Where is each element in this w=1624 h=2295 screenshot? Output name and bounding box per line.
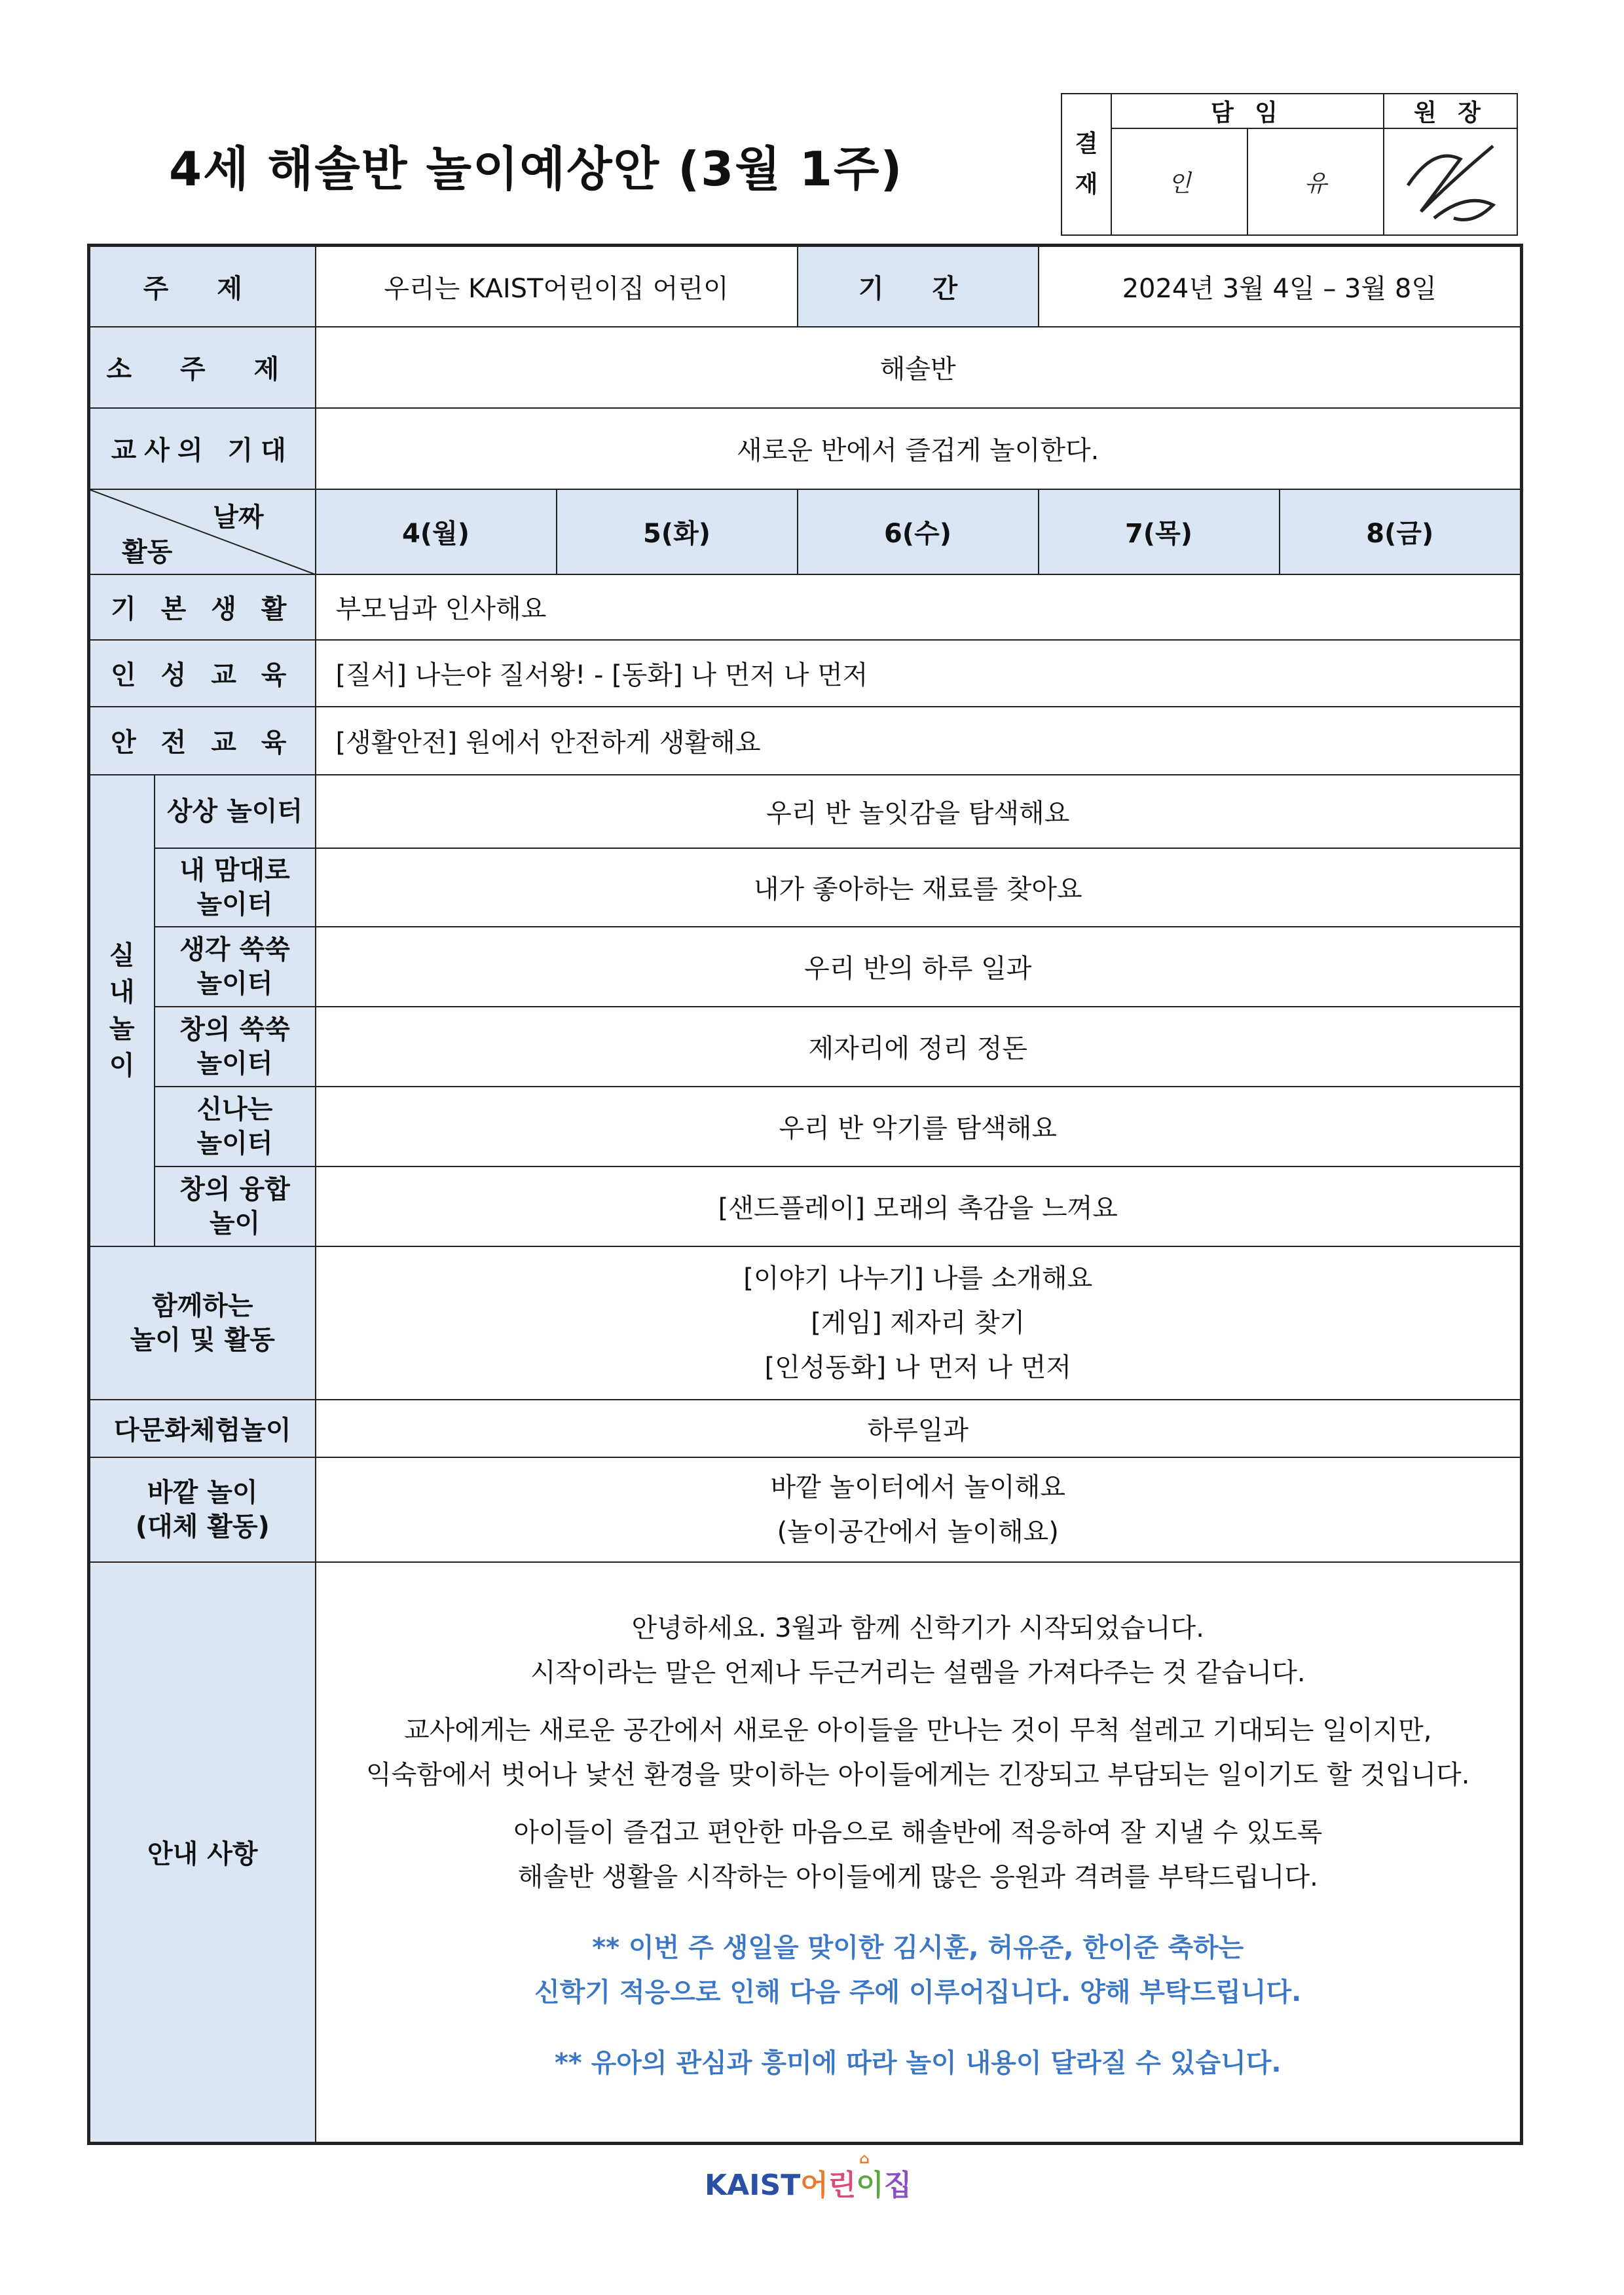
indoor-item-name: 상상 놀이터 bbox=[155, 775, 316, 848]
indoor-item-value: 우리 반의 하루 일과 bbox=[316, 927, 1522, 1007]
day-fri: 8(금) bbox=[1280, 489, 1522, 574]
indoor-item-value: [샌드플레이] 모래의 촉감을 느껴요 bbox=[316, 1166, 1522, 1246]
together-line: [인성동화] 나 먼저 나 먼저 bbox=[764, 1352, 1071, 1383]
indoor-item-value: 우리 반 놀잇감을 탐색해요 bbox=[316, 775, 1522, 848]
together-label: 함께하는 놀이 및 활동 bbox=[89, 1246, 316, 1400]
indoor-label: 실 내 놀 이 bbox=[89, 775, 155, 1246]
indoor-item-name: 생각 쑥쑥 놀이터 bbox=[155, 927, 316, 1007]
day-wed: 6(수) bbox=[798, 489, 1039, 574]
signature-homeroom-2: 유 bbox=[1247, 128, 1384, 235]
indoor-item-name: 창의 융합 놀이 bbox=[155, 1166, 316, 1246]
expect-label: 교사의 기대 bbox=[89, 408, 316, 489]
director-label: 원 장 bbox=[1384, 94, 1517, 128]
period-value: 2024년 3월 4일 – 3월 8일 bbox=[1039, 246, 1522, 327]
together-value bbox=[316, 1246, 1522, 1400]
approval-box bbox=[1061, 93, 1518, 236]
basic-value: 부모님과 인사해요 bbox=[316, 574, 1522, 640]
subtheme-value: 해솔반 bbox=[316, 327, 1522, 408]
character-label: 인 성 교 육 bbox=[89, 640, 316, 707]
house-roof-icon: ⌂ bbox=[859, 2151, 870, 2167]
date-activity-header: 날짜 활동 bbox=[89, 489, 316, 574]
indoor-item-name: 창의 쑥쑥 놀이터 bbox=[155, 1007, 316, 1087]
multicultural-value: 하루일과 bbox=[316, 1400, 1522, 1457]
multicultural-label: 다문화체험놀이 bbox=[89, 1400, 316, 1457]
indoor-item-name: 내 맘대로 놀이터 bbox=[155, 848, 316, 927]
subtheme-label: 소 주 제 bbox=[89, 327, 316, 408]
safety-value: [생활안전] 원에서 안전하게 생활해요 bbox=[316, 707, 1522, 775]
notice-paragraph: 교사에게는 새로운 공간에서 새로운 아이들을 만나는 것이 무척 설레고 기대되는 일이지만, 익숙함에서 벗어나 낯선 환경을 맞이하는 아이들에게는 긴장되고 부담되는 일이기도 할 것입니다. bbox=[366, 1715, 1470, 1790]
notice-paragraph: 안녕하세요. 3월과 함께 신학기가 시작되었습니다. 시작이라는 말은 언제나 두근거리는 설렘을 가져다주는 것 같습니다. bbox=[530, 1613, 1306, 1688]
signature-homeroom-1: 인 bbox=[1111, 128, 1247, 235]
theme-label: 주 제 bbox=[89, 246, 316, 327]
theme-value: 우리는 KAIST어린이집 어린이 bbox=[316, 246, 798, 327]
indoor-item-value: 우리 반 악기를 탐색해요 bbox=[316, 1087, 1522, 1166]
birthday-notice: ** 이번 주 생일을 맞이한 김시훈, 허유준, 한이준 축하는 신학기 적응으로 인해 다음 주에 이루어집니다. 양해 부탁드립니다. bbox=[534, 1932, 1302, 2007]
signature-director bbox=[1384, 128, 1517, 235]
basic-label: 기 본 생 활 bbox=[89, 574, 316, 640]
plan-table bbox=[87, 244, 1523, 2145]
notice-label: 안내 사항 bbox=[89, 1562, 316, 2144]
homeroom-label: 담 임 bbox=[1111, 94, 1384, 128]
outdoor-label: 바깥 놀이 (대체 활동) bbox=[89, 1457, 316, 1562]
day-mon: 4(월) bbox=[316, 489, 557, 574]
together-line: [이야기 나누기] 나를 소개해요 bbox=[743, 1263, 1093, 1294]
notice-content bbox=[316, 1562, 1522, 2144]
page-title: 4세 해솔반 놀이예상안 (3월 1주) bbox=[169, 141, 904, 196]
approval-side-label: 결 재 bbox=[1061, 94, 1111, 235]
period-label: 기 간 bbox=[798, 246, 1039, 327]
indoor-item-name: 신나는 놀이터 bbox=[155, 1087, 316, 1166]
indoor-item-value: 내가 좋아하는 재료를 찾아요 bbox=[316, 848, 1522, 927]
play-notice: ** 유아의 관심과 흥미에 따라 놀이 내용이 달라질 수 있습니다. bbox=[554, 2047, 1282, 2078]
indoor-item-value: 제자리에 정리 정돈 bbox=[316, 1007, 1522, 1087]
character-value: [질서] 나는야 질서왕! - [동화] 나 먼저 나 먼저 bbox=[316, 640, 1522, 707]
day-tue: 5(화) bbox=[557, 489, 798, 574]
notice-paragraph: 아이들이 즐겁고 편안한 마음으로 해솔반에 적응하여 잘 지낼 수 있도록 해솔반 생활을 시작하는 아이들에게 많은 응원과 격려를 부탁드립니다. bbox=[513, 1817, 1323, 1892]
kaist-daycare-logo: ⌂ KAIST어린이집 bbox=[705, 2151, 912, 2202]
together-line: [게임] 제자리 찾기 bbox=[811, 1307, 1025, 1338]
signature-scribble-icon bbox=[1395, 133, 1506, 231]
expect-value: 새로운 반에서 즐겁게 놀이한다. bbox=[316, 408, 1522, 489]
outdoor-line: (놀이공간에서 놀이해요) bbox=[777, 1516, 1059, 1547]
safety-label: 안 전 교 육 bbox=[89, 707, 316, 775]
outdoor-value bbox=[316, 1457, 1522, 1562]
day-thu: 7(목) bbox=[1039, 489, 1280, 574]
outdoor-line: 바깥 놀이터에서 놀이해요 bbox=[770, 1472, 1065, 1502]
